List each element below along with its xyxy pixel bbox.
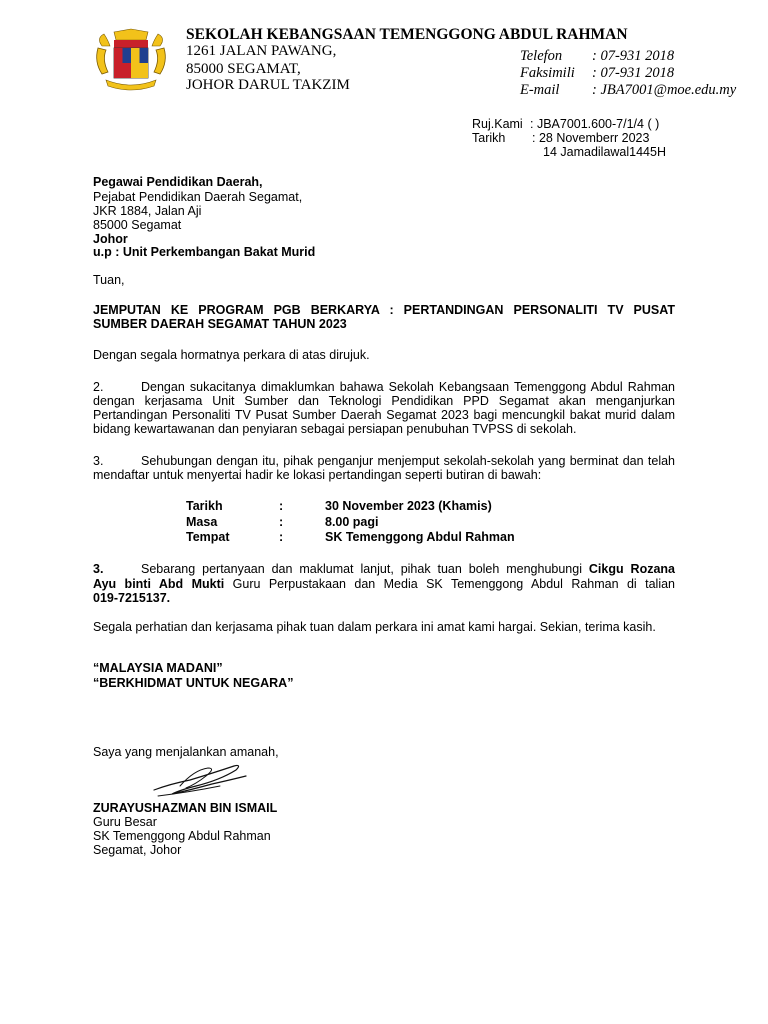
contact-person-name-part2: Ayu binti Abd Mukti [93,577,225,591]
handwritten-signature [150,756,250,802]
detail-separator: : [279,499,284,513]
contact-phone: 019-7215137. [93,591,171,605]
detail-value: 30 November 2023 (Khamis) [325,499,492,513]
recipient-line-2: Pejabat Pendidikan Daerah Segamat, [93,190,303,204]
sign-off: Saya yang menjalankan amanah, [93,745,279,759]
para2-line-4: bidang kewartawanan dan penyiaran sebagai persiapan penubuhan TVPSS di sekolah. [93,422,577,436]
para4-text-2: Guru Perpustakaan dan Media SK Temenggong Abdul Rahman di talian [224,577,675,591]
para2-line-3: Pertandingan Personaliti TV Pusat Sumber Daerah Segamat 2023 bagi mencungkil bakat murid dalam [93,408,675,422]
para4-number: 3. [93,562,104,576]
subject-line-2: SUMBER DAERAH SEGAMAT TAHUN 2023 [93,317,347,331]
recipient-line-3: JKR 1884, Jalan Aji [93,204,202,218]
opening-sentence: Dengan segala hormatnya perkara di atas dirujuk. [93,348,370,362]
address-line-3: JOHOR DARUL TAKZIM [186,77,350,93]
para3-line-1: Sehubungan dengan itu, pihak penganjur menjemput sekolah-sekolah yang berminat dan telah [141,454,675,468]
tarikh-value: : 28 Novemberr 2023 [532,131,650,145]
jata-negara-crest-logo [92,28,170,96]
para4-text-1: Sebarang pertanyaan dan maklumat lanjut, pihak tuan boleh menghubungi [141,562,589,576]
address-line-2: 85000 SEGAMAT, [186,61,301,77]
ruj-label: Ruj.Kami [472,117,523,131]
slogan-malaysia-madani: “MALAYSIA MADANI” [93,661,223,675]
recipient-line-5: Johor [93,232,128,246]
signatory-title: Guru Besar [93,815,157,829]
detail-separator: : [279,530,284,544]
school-name: SEKOLAH KEBANGSAAN TEMENGGONG ABDUL RAHMAN [186,26,628,43]
faksimili-label: Faksimili [520,65,575,81]
detail-separator: : [279,515,284,529]
signatory-school: SK Temenggong Abdul Rahman [93,829,271,843]
signatory-name: ZURAYUSHAZMAN BIN ISMAIL [93,801,278,815]
para4-line-1 [141,562,675,576]
detail-label: Tempat [186,530,230,544]
email-label: E-mail [520,82,560,98]
signatory-location: Segamat, Johor [93,843,182,857]
faksimili-value: : 07-931 2018 [592,65,675,81]
telefon-line [520,48,674,65]
para2-number: 2. [93,380,104,394]
detail-label: Masa [186,515,218,529]
faksimili-line [520,65,674,82]
slogan-berkhidmat: “BERKHIDMAT UNTUK NEGARA” [93,676,294,690]
para2-line-1: Dengan sukacitanya dimaklumkan bahawa Sekolah Kebangsaan Temenggong Abdul Rahman [141,380,675,394]
detail-value: 8.00 pagi [325,515,379,529]
contact-person-name-part1: Cikgu Rozana [588,562,675,576]
telefon-label: Telefon [520,48,563,64]
recipient-line-1: Pegawai Pendidikan Daerah, [93,175,263,189]
subject-line-1: JEMPUTAN KE PROGRAM PGB BERKARYA : PERTANDINGAN PERSONALITI TV PUSAT [93,303,675,317]
para3-line-2: mendaftar untuk menyertai hadir ke lokasi pertandingan seperti butiran di bawah: [93,468,542,482]
salutation: Tuan, [93,273,125,287]
closing-sentence: Segala perhatian dan kerjasama pihak tuan dalam perkara ini amat kami hargai. Sekian, terima kasih. [93,620,656,634]
telefon-value: : 07-931 2018 [592,48,675,64]
ruj-value: : JBA7001.600-7/1/4 ( ) [530,117,660,131]
address-line-1: 1261 JALAN PAWANG, [186,43,337,59]
detail-value: SK Temenggong Abdul Rahman [325,530,515,544]
para4-line-2 [93,577,675,591]
hijri-date: 14 Jamadilawal1445H [543,145,666,159]
para2-line-2: dengan kerjasama Unit Sumber dan Teknologi Pendidikan PPD Segamat akan menganjurkan [93,394,675,408]
para3-number: 3. [93,454,104,468]
tarikh-label: Tarikh [472,131,506,145]
recipient-line-4: 85000 Segamat [93,218,182,232]
email-line [520,82,736,99]
detail-label: Tarikh [186,499,223,513]
email-value: : JBA7001@moe.edu.my [592,82,737,98]
recipient-attention: u.p : Unit Perkembangan Bakat Murid [93,245,316,259]
